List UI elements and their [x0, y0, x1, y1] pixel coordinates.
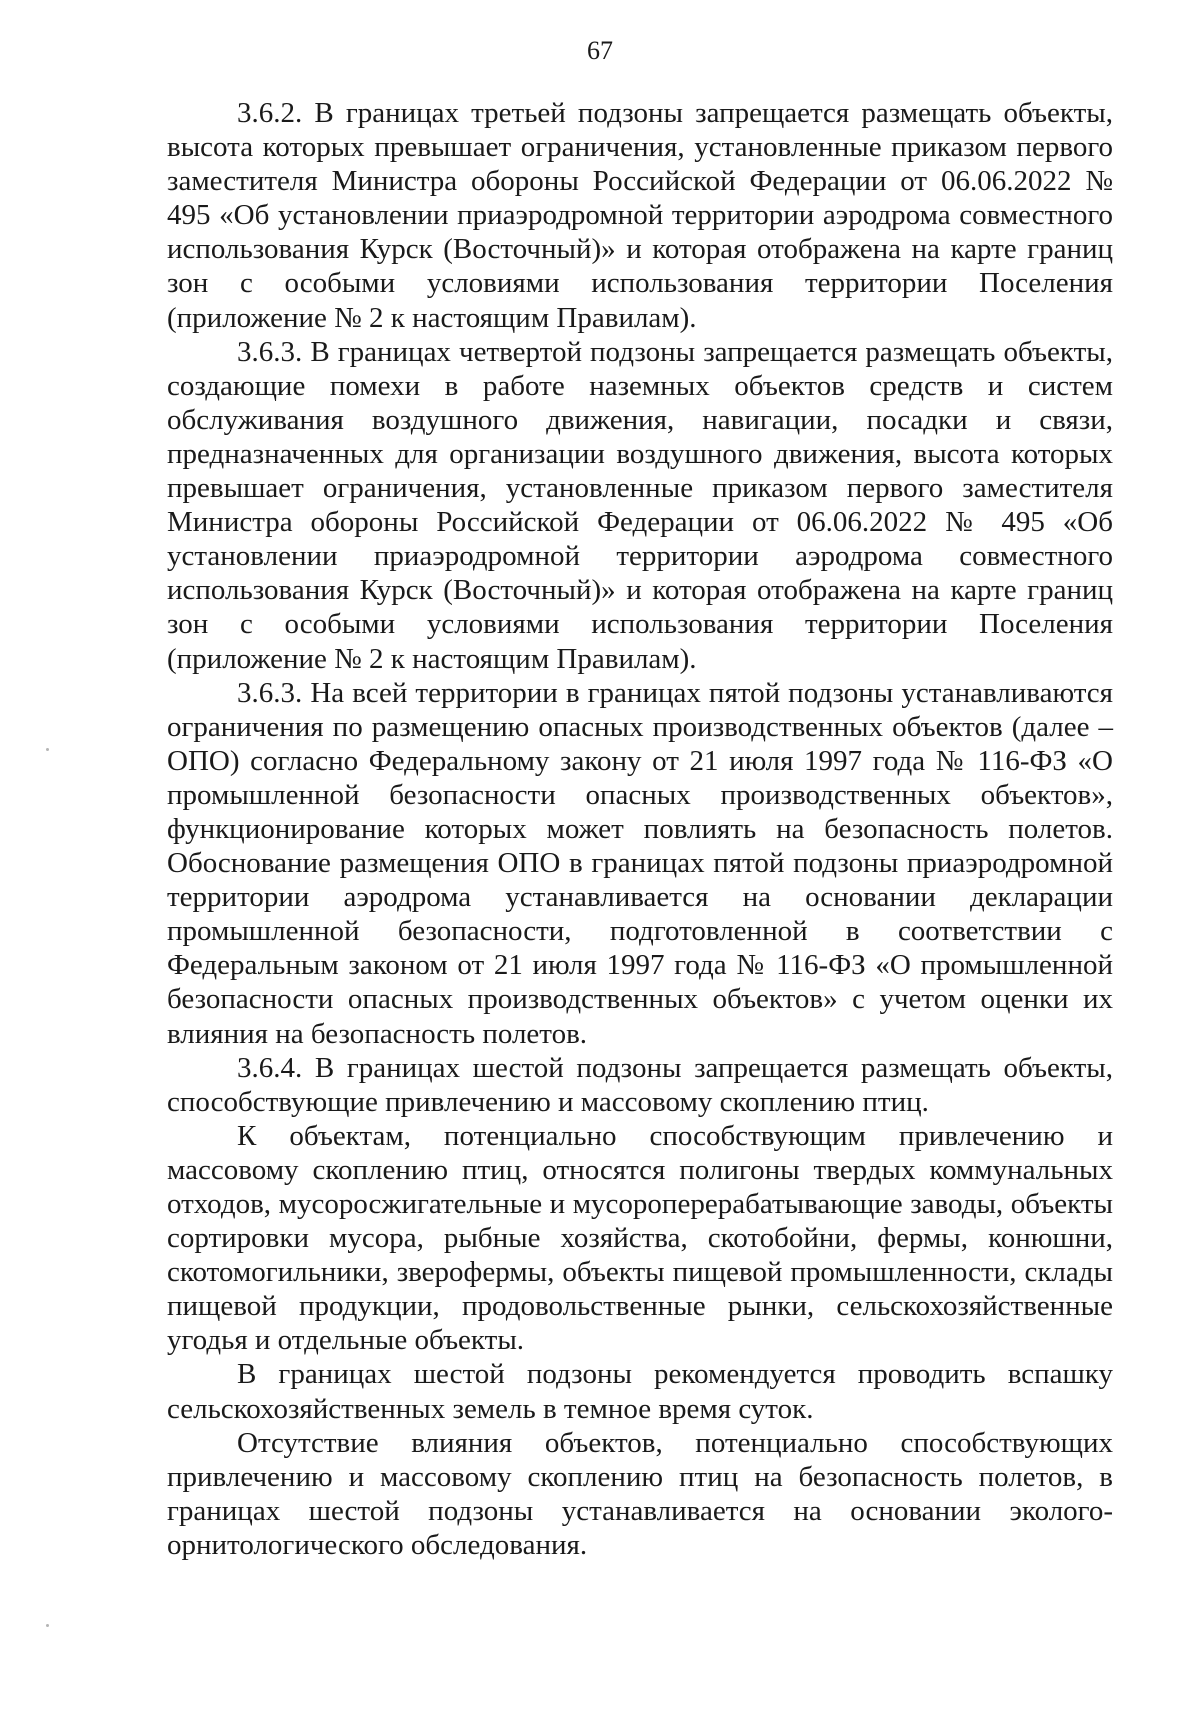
paragraph-ornithological-survey: Отсутствие влияния объектов, потенциально способствующих привлечению и массовому скоплению птиц на безопасность полетов, в границах шестой подзоны устанавливается на основании эколого-орнитологического обследования. — [167, 1426, 1113, 1561]
paragraph-3-6-3-fifth-subzone: 3.6.3. На всей территории в границах пятой подзоны устанавливаются ограничения по размещению опасных производственных объектов (далее – ОПО) согласно Федеральному закону от 21 июля 1997 года № 116-ФЗ «О промышленной безопасности опасных производственных объектов», функционирование которых может повлиять на безопасность полетов. Обоснование размещения ОПО в границах пятой подзоны приаэродромной территории аэродрома устанавливается на основании декларации промышленной безопасности, подготовленной в соответствии с Федеральным законом от 21 июля 1997 года № 116-ФЗ «О промышленной безопасности опасных производственных объектов» с учетом оценки их влияния на безопасность полетов. — [167, 676, 1113, 1050]
paragraph-bird-attracting-objects: К объектам, потенциально способствующим привлечению и массовому скоплению птиц, относятся полигоны твердых коммунальных отходов, мусоросжигательные и мусороперерабатывающие заводы, объекты сортировки мусора, рыбные хозяйства, скотобойни, фермы, конюшни, скотомогильники, зверофермы, объекты пищевой промышленности, склады пищевой продукции, продовольственные рынки, сельскохозяйственные угодья и отдельные объекты. — [167, 1119, 1113, 1357]
paragraph-3-6-4: 3.6.4. В границах шестой подзоны запрещается размещать объекты, способствующие привлечению и массовому скоплению птиц. — [167, 1051, 1113, 1118]
paragraph-3-6-3-fourth-subzone: 3.6.3. В границах четвертой подзоны запрещается размещать объекты, создающие помехи в работе наземных объектов средств и систем обслуживания воздушного движения, навигации, посадки и связи, предназначенных для организации воздушного движения, высота которых превышает ограничения, установленные приказом первого заместителя Министра обороны Российской Федерации от 06.06.2022 № 495 «Об установлении приаэродромной территории аэродрома совместного использования Курск (Восточный)» и которая отображена на карте границ зон с особыми условиями использования территории Поселения (приложение № 2 к настоящим Правилам). — [167, 335, 1113, 675]
paragraph-3-6-2: 3.6.2. В границах третьей подзоны запрещается размещать объекты, высота которых превышает ограничения, установленные приказом первого заместителя Министра обороны Российской Федерации от 06.06.2022 № 495 «Об установлении приаэродромной территории аэродрома совместного использования Курск (Восточный)» и которая отображена на карте границ зон с особыми условиями использования территории Поселения (приложение № 2 к настоящим Правилам). — [167, 97, 1113, 334]
paragraph-plowing-recommendation: В границах шестой подзоны рекомендуется проводить вспашку сельскохозяйственных земель в темное время суток. — [167, 1358, 1113, 1425]
scan-speck — [46, 748, 49, 751]
scan-speck — [46, 1624, 49, 1627]
document-body — [167, 96, 1113, 1562]
page-number: 67 — [587, 36, 613, 65]
